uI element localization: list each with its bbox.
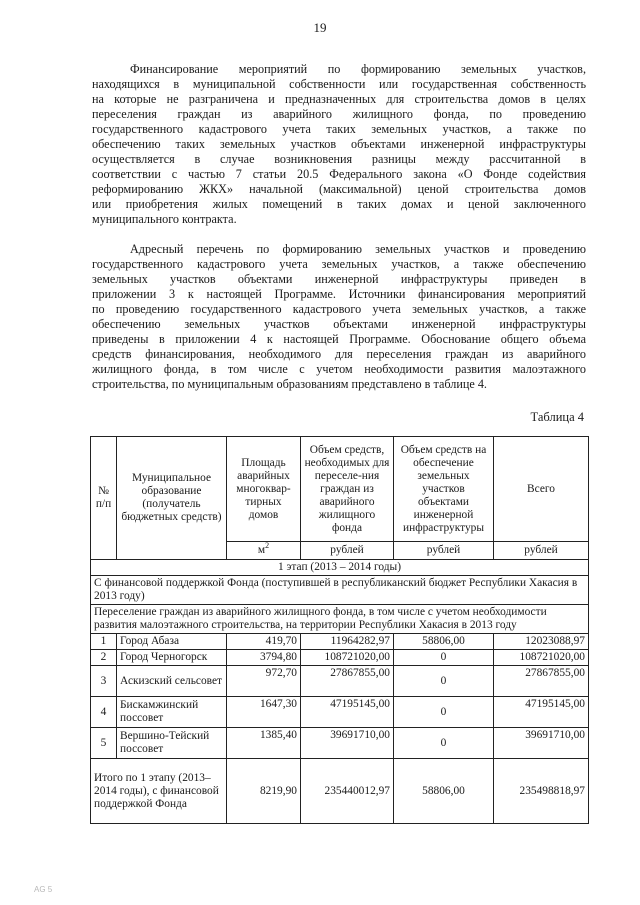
table-caption: Таблица 4 [530,410,584,424]
row-total: 12023088,97 [494,634,589,650]
table-row [91,634,589,650]
resettlement-note: Переселение граждан из аварийного жилищного фонда, в том числе с учетом необходимости развития малоэтажного строительства, на территории Республики Хакасия в 2013 году [91,605,589,634]
table-row [91,697,589,728]
row-infrastructure: 0 [394,728,494,759]
table-row [91,650,589,666]
unit-area-text: м [257,544,266,557]
row-resettlement: 27867855,00 [301,666,394,697]
row-area: 972,70 [227,666,301,697]
row-resettlement: 39691710,00 [301,728,394,759]
row-resettlement: 47195145,00 [301,697,394,728]
paragraph-line: переселения граждан из аварийного жилищного фонда, по проведению [92,107,586,121]
row-area: 419,70 [227,634,301,650]
row-total: 27867855,00 [494,666,589,697]
summary-resettlement: 235440012,97 [301,759,394,824]
page-number: 19 [313,20,327,35]
row-municipality: Бискамжинский поссовет [117,697,227,728]
stage-row [91,560,589,576]
paragraph-line: Финансирование мероприятий по формированию земельных участков, [130,62,586,76]
row-num: 3 [91,666,117,697]
row-total: 47195145,00 [494,697,589,728]
row-num: 4 [91,697,117,728]
header-num: № п/п [91,437,117,560]
row-total: 39691710,00 [494,728,589,759]
paragraph-line: находящихся в муниципальной собственности или государственная собственность [92,77,586,91]
table-header-row [91,437,589,542]
footer-mark: AG 5 [34,885,53,894]
paragraph-line: приложении 3 к настоящей Программе. Источники финансирования мероприятий [92,287,586,301]
row-resettlement: 108721020,00 [301,650,394,666]
paragraph-line: обеспечению таких земельных участков объектами инженерной инфраструктуры [92,137,586,151]
paragraph-line: на которые не разграничена и предназначенных для строительства домов в целях [92,92,586,106]
row-num: 1 [91,634,117,650]
paragraph-line: средств финансирования, необходимого для переселения граждан из аварийного [92,347,586,361]
paragraph-line: осуществляется в случае возникновения разницы между рассчитанной в [92,152,586,166]
row-municipality: Аскизский сельсовет [117,666,227,697]
row-infrastructure: 0 [394,650,494,666]
unit-area [227,542,301,560]
summary-total: 235498818,97 [494,759,589,824]
table-body [91,634,589,759]
row-infrastructure: 58806,00 [394,634,494,650]
unit-area-sup: 2 [265,541,270,551]
stage-label: 1 этап (2013 – 2014 годы) [91,560,589,576]
paragraph-line: обеспечению земельных участков объектами инженерной инфраструктуры [92,317,586,331]
row-infrastructure: 0 [394,666,494,697]
table-row [91,666,589,697]
row-total: 108721020,00 [494,650,589,666]
unit-resettlement: рублей [301,542,394,560]
paragraph-line: муниципального контракта. [92,212,237,226]
unit-infrastructure: рублей [394,542,494,560]
paragraph-line: по проведению государственного кадастрового учета земельных участков, а также [92,302,586,316]
paragraph-line: строительства, по муниципальным образованиям представлено в таблице 4. [92,377,487,391]
resettlement-note-row [91,605,589,634]
paragraph-line: соответствии с частью 7 статьи 20.5 Федерального закона «О Фонде содействия [92,167,586,181]
table-row [91,728,589,759]
table-4 [90,436,589,824]
row-municipality: Город Абаза [117,634,227,650]
unit-total: рублей [494,542,589,560]
fund-note-row [91,576,589,605]
header-municipality: Муниципальное образование (получатель бюджетных средств) [117,437,227,560]
summary-label: Итого по 1 этапу (2013–2014 годы), с финансовой поддержкой Фонда [91,759,227,824]
row-area: 1385,40 [227,728,301,759]
paragraph-line: государственного кадастрового учета таких земельных участков, а также по [92,122,586,136]
paragraph-financing [92,62,586,227]
summary-row [91,759,589,824]
row-num: 2 [91,650,117,666]
paragraph-line: Адресный перечень по формированию земельных участков и проведению [130,242,586,256]
paragraph-line: земельных участков объектами инженерной инфраструктуры приведен в [92,272,586,286]
header-area: Площадь аварийных многоквар-тирных домов [227,437,301,542]
row-num: 5 [91,728,117,759]
paragraph-line: реформированию ЖКХ» начальной (максимальной) ценой строительства домов [92,182,586,196]
row-area: 1647,30 [227,697,301,728]
header-infrastructure: Объем средств на обеспечение земельных участков объектами инженерной инфраструктуры [394,437,494,542]
paragraph-line: государственного кадастрового учета земельных участков, а также обеспечению [92,257,586,271]
header-total: Всего [494,437,589,542]
summary-infrastructure: 58806,00 [394,759,494,824]
row-area: 3794,80 [227,650,301,666]
row-infrastructure: 0 [394,697,494,728]
paragraph-line: жилищного фонда, в том числе с учетом необходимости развития малоэтажного [92,362,586,376]
fund-note: С финансовой поддержкой Фонда (поступившей в республиканский бюджет Республики Хакасия в 2013 году) [91,576,589,605]
paragraph-line: приведены в приложении 4 к настоящей Программе. Обоснование общего объема [92,332,586,346]
paragraph-address-list [92,242,586,392]
header-resettlement: Объем средств, необходимых для переселе-ния граждан из аварийного жилищного фонда [301,437,394,542]
row-municipality: Город Черногорск [117,650,227,666]
row-resettlement: 11964282,97 [301,634,394,650]
summary-area: 8219,90 [227,759,301,824]
row-municipality: Вершино-Тейский поссовет [117,728,227,759]
paragraph-line: или приобретения жилых помещений в таких домах и ценой заключенного [92,197,586,211]
